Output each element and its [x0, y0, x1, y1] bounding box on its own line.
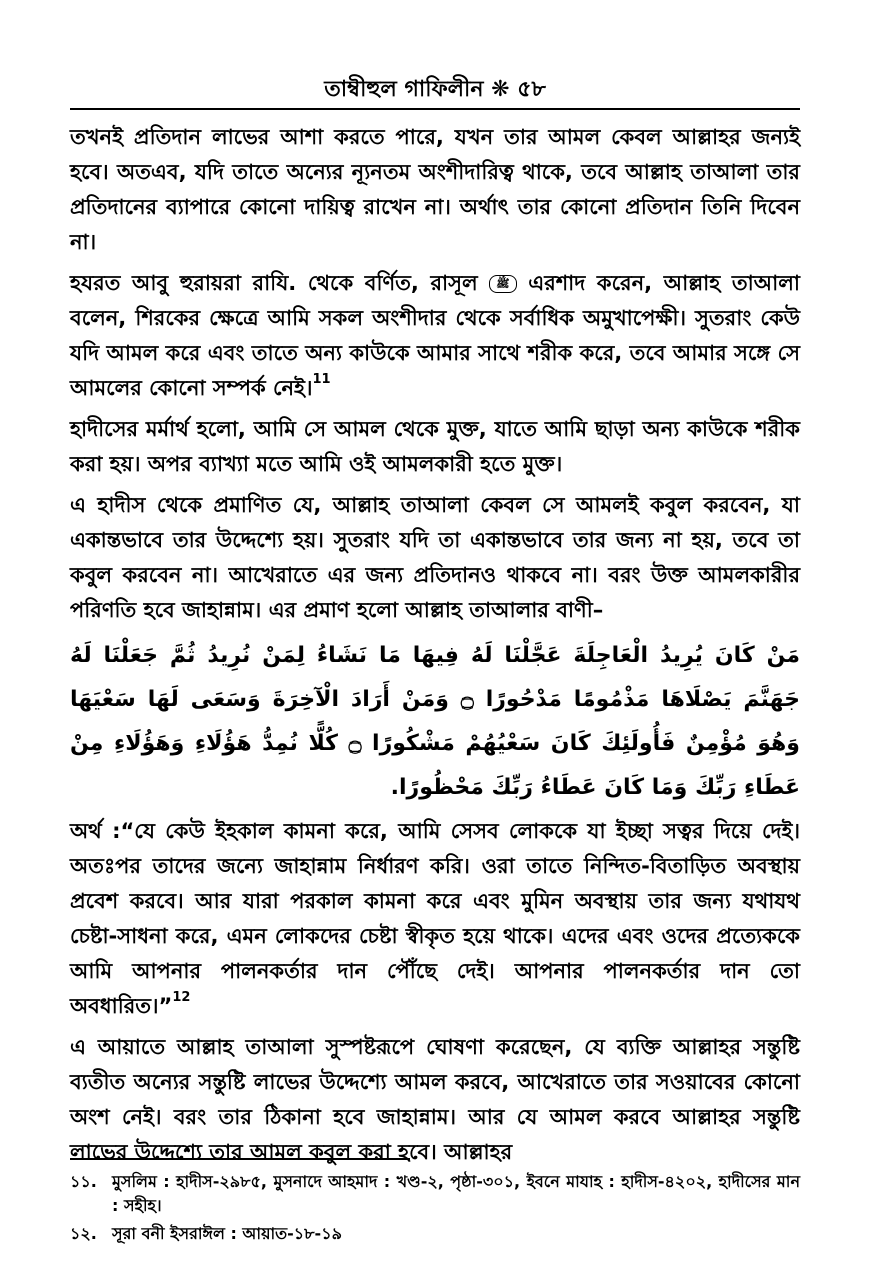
page-header: তাম্বীহুল গাফিলীন ❋ ৫৮	[324, 77, 546, 102]
paragraph-2-after: এরশাদ করেন, আল্লাহ তাআলা বলেন, শিরকের ক্ষেত্রে আমি সকল অংশীদার থেকে সর্বাধিক অমুখাপেক্ষী। সুতরাং কেউ যদি আমল করে এবং তাতে অন্য কাউকে আমার সাথে শরীক করে, তবে আমার সঙ্গে সে আমলের কোনো সম্পর্ক নেই।	[70, 271, 800, 400]
paragraph-1: তখনই প্রতিদান লাভের আশা করতে পারে, যখন তার আমল কেবল আল্লাহর জন্যই হবে। অতএব, যদি তাতে অন্যের ন্যূনতম অংশীদারিত্ব থাকে, তবে আল্লাহ তাআলা তার প্রতিদানের ব্যাপারে কোনো দায়িত্ব রাখেন না। অর্থাৎ তার কোনো প্রতিদান তিনি দিবেন না।	[70, 125, 800, 254]
closing-paragraph: এ আয়াতে আল্লাহ তাআলা সুস্পষ্টরূপে ঘোষণা করেছেন, যে ব্যক্তি আল্লাহর সন্তুষ্টি ব্যতীত অন্যের সন্তুষ্টি লাভের উদ্দেশ্যে আমল করবে, আখেরাতে তার সওয়াবের কোনো অংশ নেই। বরং তার ঠিকানা হবে জাহান্নাম। আর যে আমল করবে আল্লাহর সন্তুষ্টি লাভের উদ্দেশ্যে তার আমল কবুল করা হবে। আল্লাহর	[70, 1035, 800, 1164]
footnote-text: মুসলিম : হাদীস-২৯৮৫, মুসনাদে আহমাদ : খণ্ড-২, পৃষ্ঠা-৩০১, ইবনে মাযাহ : হাদীস-৪২০২, হাদীসের মান : সহীহ।	[112, 1172, 800, 1215]
salawat-icon: ﷺ	[489, 275, 516, 293]
footnote-number: ১১.	[70, 1172, 97, 1191]
footnote-ref-12[interactable]: 12	[172, 990, 191, 1005]
translation	[70, 814, 800, 1024]
paragraph-4: এ হাদীস থেকে প্রমাণিত যে, আল্লাহ তাআলা কেবল সে আমলই কবুল করবেন, যা একান্তভাবে তার উদ্দেশ্যে হয়। সুতরাং যদি তা একান্তভাবে তার জন্য না হয়, তবে তা কবুল করবেন না। আখেরাতে এর জন্য প্রতিদানও থাকবে না। বরং উক্ত আমলকারীর পরিণতি হবে জাহান্নাম। এর প্রমাণ হলো আল্লাহ তাআলার বাণী–	[70, 493, 800, 622]
paragraph-3: হাদীসের মর্মার্থ হলো, আমি সে আমল থেকে মুক্ত, যাতে আমি ছাড়া অন্য কাউকে শরীক করা হয়। অপর ব্যাখ্যা মতে আমি ওই আমলকারী হতে মুক্ত।	[70, 417, 800, 476]
arabic-verse: مَنْ كَانَ يُرِيدُ الْعَاجِلَةَ عَجَّلْنَا لَهُ فِيهَا مَا نَشَاءُ لِمَنْ نُرِيدُ ثُمَّ جَعَلْنَا لَهُ جَهَنَّمَ يَصْلَاهَا مَذْمُومًا مَدْحُورًا ۝ وَمَنْ أَرَادَ الْآخِرَةَ وَسَعَى لَهَا سَعْيَهَا وَهُوَ مُؤْمِنٌ فَأُولَئِكَ كَانَ سَعْيُهُمْ مَشْكُورًا ۝ كُلًّا نُمِدُّ هَؤُلَاءِ وَهَؤُلَاءِ مِنْ عَطَاءِ رَبِّكَ وَمَا كَانَ عَطَاءُ رَبِّكَ مَحْظُورًا.	[70, 643, 800, 800]
footnote-number: ১২.	[70, 1224, 97, 1243]
footnotes	[70, 1170, 800, 1250]
footnote-text: সূরা বনী ইসরাঈল : আয়াত-১৮-১৯	[112, 1224, 342, 1243]
header-rule	[70, 108, 800, 110]
footnote-11	[70, 1170, 800, 1218]
body-text	[70, 120, 800, 1176]
paragraph-2-before: হযরত আবু হুরায়রা রাযি. থেকে বর্ণিত, রাসূল	[70, 271, 478, 295]
translation-text: অর্থ :“যে কেউ ইহকাল কামনা করে, আমি সেসব লোককে যা ইচ্ছা সত্বর দিয়ে দেই। অতঃপর তাদের জন্যে জাহান্নাম নির্ধারণ করি। ওরা তাতে নিন্দিত-বিতাড়িত অবস্থায় প্রবেশ করবে। আর যারা পরকাল কামনা করে এবং মুমিন অবস্থায় তার জন্য যথাযথ চেষ্টা-সাধনা করে, এমন লোকদের চেষ্টা স্বীকৃত হয়ে থাকে। এদের এবং ওদের প্রত্যেককে আমি আপনার পালনকর্তার দান পৌঁছে দেই। আপনার পালনকর্তার দান তো অবধারিত।”	[70, 819, 800, 1018]
footnote-12	[70, 1222, 800, 1246]
footnote-ref-11[interactable]: 11	[312, 372, 331, 387]
footnote-rule	[70, 1158, 410, 1160]
paragraph-2	[70, 266, 800, 406]
